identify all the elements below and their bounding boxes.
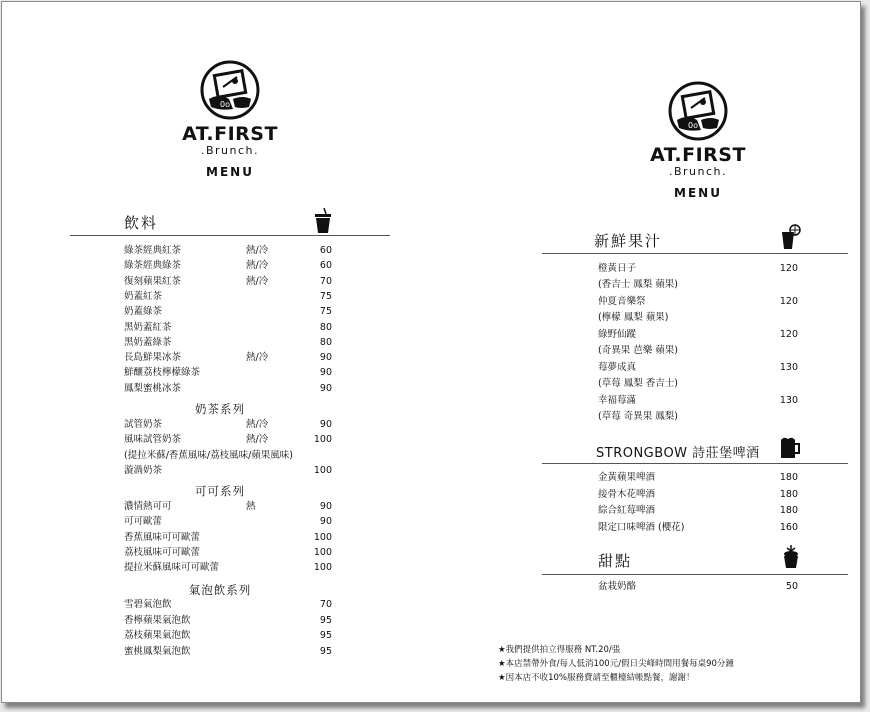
item-name: 奶蓋紅茶	[124, 290, 163, 302]
brand-logo-icon	[667, 80, 729, 142]
svg-text:0o: 0o	[688, 121, 698, 130]
item-price: 80	[319, 336, 332, 348]
menu-item-row	[598, 296, 870, 308]
menu-sheet	[1, 1, 861, 703]
section-divider	[542, 463, 848, 464]
item-price: 90	[319, 501, 332, 512]
item-name: 金黃蘋果啤酒	[598, 472, 656, 483]
item-name: 限定口味啤酒 (櫻花)	[598, 521, 685, 533]
menu-item-row	[124, 516, 424, 528]
brand-block-right	[628, 80, 768, 200]
item-temp: 熱/冷	[246, 352, 269, 364]
juice-icon	[780, 224, 802, 250]
menu-item-row	[124, 599, 424, 611]
item-ingredients: (奇異果 芭樂 蘋果)	[598, 345, 678, 356]
footer-note: ★因本店不收10%服務費請至櫃檯結帳點餐，謝謝！	[498, 673, 695, 683]
item-name: 雪碧氣泡飲	[124, 599, 172, 610]
menu-item-row	[124, 367, 424, 379]
menu-item-row	[598, 263, 870, 275]
item-price: 50	[785, 581, 798, 592]
item-price: 75	[319, 306, 332, 318]
item-name: 綠茶經典綠茶	[124, 260, 182, 272]
item-price: 70	[319, 275, 332, 287]
item-name: 鮮釀荔枝檸檬綠茶	[124, 367, 201, 379]
left-page	[2, 2, 430, 702]
item-price: 95	[319, 614, 332, 626]
item-ingredients: (草莓 鳳梨 香吉士)	[598, 378, 678, 389]
menu-item-row	[598, 362, 870, 374]
brand-name: AT.FIRST	[182, 123, 278, 145]
item-flavor-note: (提拉米蘇/香蕉風味/荔枝風味/蘋果風味)	[124, 449, 294, 461]
section-title-milk-tea: 奶茶系列	[195, 402, 245, 416]
item-name: 荔枝風味可可歐蕾	[124, 546, 201, 558]
item-price: 100	[313, 531, 332, 543]
menu-item-row	[598, 329, 870, 341]
item-name: 長島鮮果冰茶	[124, 352, 182, 364]
item-price: 180	[779, 505, 798, 516]
item-name: 仲夏音樂祭	[598, 296, 646, 307]
item-name: 盆栽奶酪	[598, 581, 637, 592]
item-name: 黑奶蓋紅茶	[124, 321, 172, 333]
beer-mug-icon	[779, 436, 801, 460]
section-title-sparkling: 氣泡飲系列	[188, 583, 252, 597]
item-temp: 熱/冷	[246, 434, 269, 446]
item-name: 可可歐蕾	[124, 516, 163, 528]
item-name: 綠野仙蹤	[598, 329, 637, 340]
menu-heading: MENU	[206, 165, 254, 179]
footer-note: ★我們提供拍立得服務 NT.20/張	[498, 645, 621, 655]
item-name: 蜜桃鳳梨氣泡飲	[124, 645, 191, 657]
item-ingredients: (草莓 奇異果 鳳梨)	[598, 411, 678, 422]
item-name: 香蕉風味可可歐蕾	[124, 531, 201, 543]
menu-item-row	[124, 419, 424, 431]
item-price: 90	[319, 419, 332, 430]
menu-item-row	[124, 434, 424, 446]
item-price: 160	[779, 521, 798, 533]
menu-item-row	[598, 581, 870, 593]
brand-block-left	[160, 59, 300, 179]
item-name: 幸福莓滿	[598, 395, 637, 406]
item-price: 180	[779, 488, 798, 500]
item-price: 60	[319, 245, 332, 256]
item-price: 130	[779, 395, 798, 406]
menu-item-row	[598, 472, 870, 484]
item-ingredients: (香吉士 鳳梨 蘋果)	[598, 279, 678, 290]
footer-note: ★本店禁帶外食/每人低消100元/假日尖峰時間用餐每桌90分鐘	[498, 659, 734, 669]
menu-item-row	[124, 547, 424, 559]
item-price: 100	[313, 464, 332, 476]
brand-name: AT.FIRST	[650, 144, 746, 166]
menu-item-row	[124, 630, 424, 642]
item-price: 90	[319, 367, 332, 379]
menu-item-row	[598, 505, 870, 517]
item-name: 莓夢成真	[598, 362, 637, 373]
item-name: 試管奶茶	[124, 419, 163, 430]
item-name: 奶蓋綠茶	[124, 306, 163, 318]
menu-item-row	[124, 562, 424, 574]
item-name: 荔枝蘋果氣泡飲	[124, 630, 191, 642]
item-price: 75	[319, 290, 332, 302]
item-temp: 熱	[246, 501, 256, 512]
item-price: 95	[319, 645, 332, 657]
item-temp: 熱/冷	[246, 245, 269, 256]
item-name: 風味試管奶茶	[124, 434, 182, 446]
item-name: 濃情熱可可	[124, 501, 172, 512]
menu-item-row	[124, 646, 424, 658]
section-title-cider: STRONGBOW 詩莊堡啤酒	[596, 446, 760, 461]
item-price: 120	[779, 329, 798, 340]
item-name: 提拉米蘇風味可可歐蕾	[124, 562, 220, 574]
item-temp: 熱/冷	[246, 419, 269, 430]
item-price: 130	[779, 362, 798, 373]
brand-logo-icon	[199, 59, 261, 121]
item-temp: 熱/冷	[246, 260, 269, 272]
item-name: 復刻蘋果紅茶	[124, 275, 182, 287]
menu-item-row	[124, 501, 424, 513]
item-price: 60	[319, 260, 332, 272]
brand-sub: .Brunch.	[668, 165, 728, 178]
section-divider	[70, 235, 390, 236]
item-name: 綜合紅莓啤酒	[598, 505, 656, 516]
section-title-cocoa: 可可系列	[195, 484, 245, 498]
item-price: 90	[319, 352, 332, 364]
menu-item-row	[124, 615, 424, 627]
section-divider	[542, 574, 848, 575]
item-name: 鳳梨蜜桃冰茶	[124, 382, 182, 394]
menu-item-row	[124, 276, 424, 288]
menu-item-row	[124, 383, 424, 395]
item-price: 70	[319, 599, 332, 610]
item-name: 漩渦奶茶	[124, 464, 163, 476]
item-ingredients: (檸檬 鳳梨 蘋果)	[598, 312, 669, 323]
item-price: 90	[319, 516, 332, 528]
cup-icon	[314, 208, 332, 234]
section-divider	[542, 253, 848, 254]
item-price: 90	[319, 382, 332, 394]
item-name: 接骨木花啤酒	[598, 488, 656, 500]
menu-item-row	[124, 260, 424, 272]
dessert-pot-icon	[782, 545, 800, 569]
menu-item-row	[124, 306, 424, 318]
item-name: 香檸蘋果氣泡飲	[124, 614, 191, 626]
menu-item-row	[598, 489, 870, 501]
item-price: 120	[779, 263, 798, 274]
menu-item-row	[598, 522, 870, 534]
brand-sub: .Brunch.	[200, 144, 260, 157]
item-name: 橙黃日子	[598, 263, 637, 274]
svg-text:0o: 0o	[220, 100, 230, 109]
section-title-drinks: 飲料	[124, 214, 159, 232]
section-title-juice: 新鮮果汁	[594, 232, 663, 250]
menu-item-row	[124, 322, 424, 334]
item-name: 黑奶蓋綠茶	[124, 336, 172, 348]
item-name: 綠茶經典紅茶	[124, 245, 182, 256]
menu-heading: MENU	[674, 186, 722, 200]
menu-item-row	[124, 337, 424, 349]
item-price: 100	[313, 546, 332, 558]
menu-item-row	[124, 465, 424, 477]
menu-item-row	[598, 395, 870, 407]
item-temp: 熱/冷	[246, 275, 269, 287]
item-price: 120	[779, 296, 798, 307]
item-price: 100	[313, 562, 332, 574]
item-price: 180	[779, 472, 798, 483]
menu-item-row	[124, 245, 424, 257]
item-price: 95	[319, 630, 332, 642]
right-page	[432, 2, 860, 702]
item-price: 100	[313, 434, 332, 446]
section-title-dessert: 甜點	[598, 552, 633, 570]
menu-item-row	[124, 352, 424, 364]
menu-item-row	[124, 532, 424, 544]
menu-item-row	[124, 291, 424, 303]
item-price: 80	[319, 321, 332, 333]
